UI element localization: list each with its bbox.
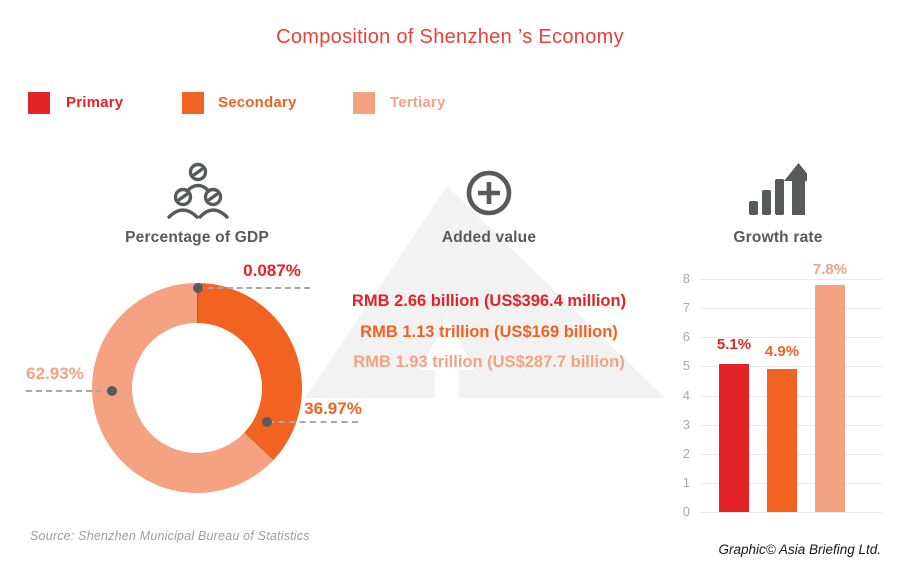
donut-callout-line-primary <box>198 287 310 289</box>
y-tick-8: 8 <box>682 271 690 286</box>
donut-label-secondary: 36.97% <box>304 399 362 418</box>
gdp-donut-ring <box>92 283 302 493</box>
added-value-primary: RMB 2.66 billion (US$396.4 million) <box>351 292 627 310</box>
donut-label-tertiary: 62.93% <box>26 364 84 383</box>
growth-bar <box>815 285 845 512</box>
y-tick-6: 6 <box>682 329 690 344</box>
legend-swatch-primary <box>28 92 50 114</box>
legend-label-primary: Primary <box>66 94 124 111</box>
donut-callout-line-tertiary <box>26 390 112 392</box>
y-tick-1: 1 <box>682 475 690 490</box>
gridline <box>700 279 882 280</box>
added-value-section-title: Added value <box>441 229 537 246</box>
y-tick-2: 2 <box>682 446 690 461</box>
legend-swatch-tertiary <box>353 92 375 114</box>
donut-callout-dot-primary <box>193 283 203 293</box>
donut-callout-dot-tertiary <box>107 386 117 396</box>
rising-bars-arrow-icon <box>749 163 807 215</box>
plus-circle-icon <box>465 169 513 217</box>
growth-bar <box>719 364 749 513</box>
donut-label-primary: 0.087% <box>243 261 301 280</box>
page-title: Composition of Shenzhen ’s Economy <box>276 26 624 48</box>
growth-bar-label-primary: 5.1% <box>716 336 752 353</box>
gridline <box>700 512 882 513</box>
legend-label-secondary: Secondary <box>218 94 297 111</box>
y-tick-5: 5 <box>682 358 690 373</box>
donut-callout-dot-secondary <box>262 417 272 427</box>
growth-section-title: Growth rate <box>733 229 823 246</box>
growth-bar-label-secondary: 4.9% <box>764 343 800 360</box>
donut-callout-line-secondary <box>268 421 358 423</box>
legend-swatch-secondary <box>182 92 204 114</box>
added-value-tertiary: RMB 1.93 trillion (US$287.7 billion) <box>353 353 625 371</box>
y-tick-3: 3 <box>682 417 690 432</box>
added-value-secondary: RMB 1.13 trillion (US$169 billion) <box>360 323 618 341</box>
people-group-icon <box>167 162 229 220</box>
credit-note: Graphic© Asia Briefing Ltd. <box>718 542 881 557</box>
growth-bar <box>767 369 797 512</box>
y-tick-4: 4 <box>682 388 690 403</box>
gridline <box>700 308 882 309</box>
growth-bar-label-tertiary: 7.8% <box>812 261 848 278</box>
source-note: Source: Shenzhen Municipal Bureau of Statistics <box>30 529 310 543</box>
gdp-section-title: Percentage of GDP <box>125 229 269 246</box>
y-tick-0: 0 <box>682 504 690 519</box>
gdp-donut-hole <box>132 323 262 453</box>
legend-label-tertiary: Tertiary <box>390 94 446 111</box>
y-tick-7: 7 <box>682 300 690 315</box>
